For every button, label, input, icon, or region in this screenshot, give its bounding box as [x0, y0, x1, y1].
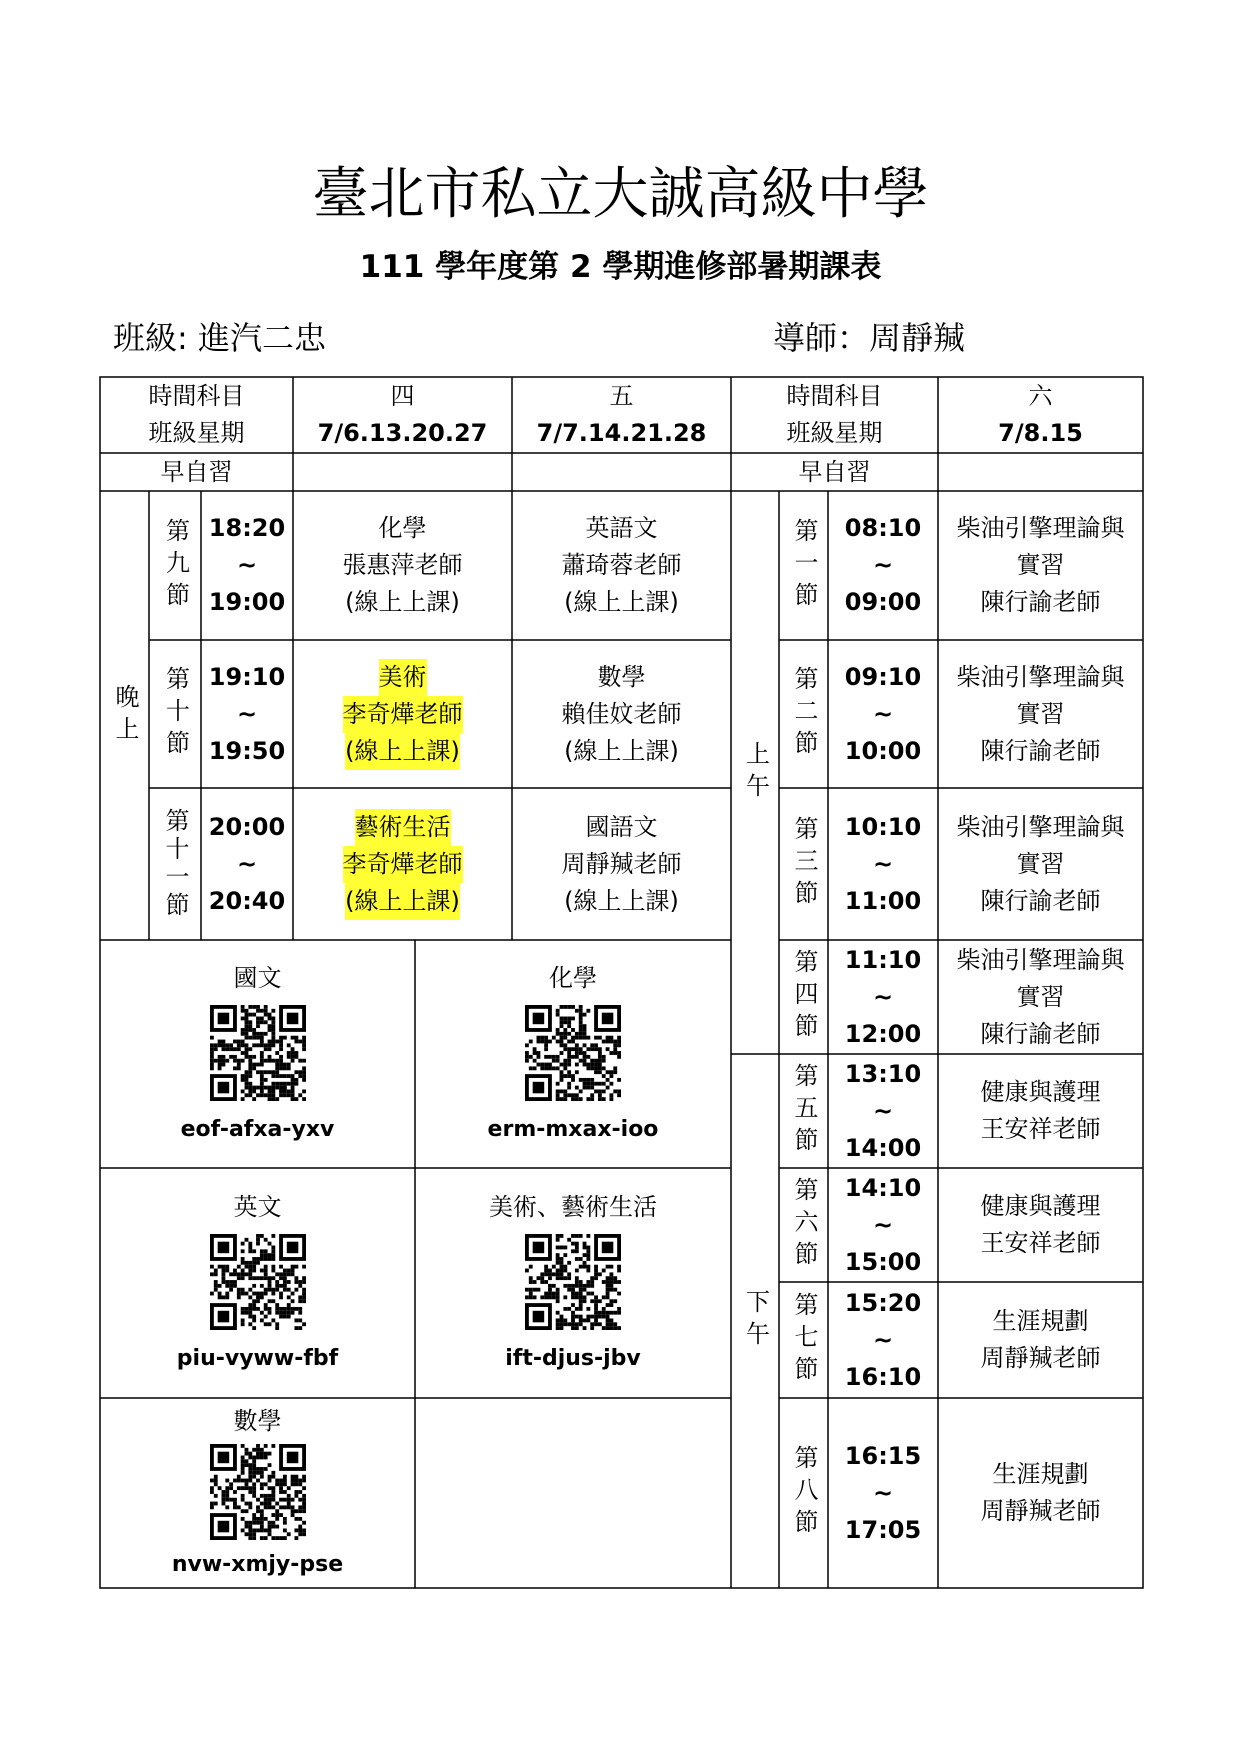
header-friday-day: 五 [609, 382, 634, 410]
header-corner-right-line1: 時間科目 [786, 382, 883, 410]
period-name-text: 第十節 [161, 666, 190, 762]
evening-label-text: 晚上 [111, 683, 139, 748]
friday-period-10 [512, 640, 731, 788]
sat-period-name [779, 1282, 828, 1398]
period-start: 19:10 [208, 662, 286, 691]
course-line: 健康與護理 [980, 1192, 1101, 1220]
sat-period-name-text: 第四節 [790, 949, 818, 1045]
period-sep: ~ [872, 982, 894, 1011]
course-line: 生涯規劃 [992, 1307, 1089, 1335]
meet-code-art [415, 1168, 731, 1398]
period-sep: ~ [872, 1210, 894, 1239]
course-subject: 國語文 [585, 812, 658, 841]
period-sep: ~ [236, 849, 258, 878]
period-start: 08:10 [844, 514, 922, 542]
sat-period-time [828, 940, 938, 1054]
morning-study-left: 早自習 [160, 457, 233, 486]
header-thursday [293, 377, 512, 453]
sat-period-name [779, 1054, 828, 1168]
saturday-period-7 [938, 1282, 1143, 1398]
page-title: 臺北市私立大誠高級中學 [312, 162, 929, 227]
sat-period-name-text: 第七節 [790, 1292, 818, 1388]
period-name [149, 640, 201, 788]
period-name [149, 788, 201, 940]
course-line: 柴油引擎理論與 [956, 514, 1125, 542]
meet-code-text: ift-djus-jbv [505, 1346, 641, 1371]
course-line: 周靜羬老師 [980, 1497, 1101, 1525]
period-end: 15:00 [844, 1247, 922, 1276]
saturday-period-3 [938, 788, 1143, 940]
course-line: 實習 [1016, 551, 1065, 579]
period-time [201, 640, 293, 788]
period-name-text: 第九節 [161, 517, 190, 614]
period-name [149, 491, 201, 640]
course-teacher: 周靜羬老師 [561, 849, 682, 878]
period-end: 19:00 [208, 588, 286, 616]
mentor-label: 導師：周靜羬 [773, 319, 966, 357]
header-corner-left-line2: 班級星期 [148, 419, 245, 447]
sat-period-time [828, 640, 938, 788]
course-note: (線上上課) [564, 736, 679, 765]
period-start: 16:15 [844, 1441, 922, 1470]
sat-period-name-text: 第三節 [790, 816, 818, 912]
period-sep: ~ [872, 1478, 894, 1507]
saturday-period-6 [938, 1168, 1143, 1282]
period-sep: ~ [872, 699, 894, 728]
period-end: 20:40 [208, 886, 286, 915]
meet-code-label: 英文 [233, 1193, 282, 1221]
period-start: 15:20 [844, 1288, 922, 1317]
thursday-period-10 [293, 640, 512, 788]
course-note: (線上上課) [564, 588, 679, 616]
course-line: 柴油引擎理論與 [956, 812, 1125, 841]
period-name-text: 第十一節 [161, 808, 189, 920]
meet-code-english [100, 1168, 415, 1398]
period-end: 10:00 [844, 736, 922, 765]
course-note: (線上上課) [345, 588, 460, 616]
period-sep: ~ [872, 551, 894, 579]
period-start: 10:10 [844, 812, 922, 841]
period-end: 09:00 [844, 588, 922, 616]
course-line: 陳行諭老師 [980, 588, 1101, 616]
saturday-period-4 [938, 940, 1143, 1054]
sat-period-name [779, 1168, 828, 1282]
sat-period-name [779, 788, 828, 940]
course-line: 周靜羬老師 [980, 1344, 1101, 1372]
header-saturday-day: 六 [1028, 382, 1053, 410]
period-start: 20:00 [208, 812, 286, 841]
period-end: 11:00 [844, 886, 922, 915]
friday-period-9 [512, 491, 731, 640]
course-teacher: 賴佳妏老師 [561, 699, 682, 728]
meet-code-chinese [100, 940, 415, 1168]
course-line: 陳行諭老師 [980, 886, 1101, 915]
qr-code-icon[interactable] [525, 1005, 621, 1101]
header-friday [512, 377, 731, 453]
thursday-period-11 [293, 788, 512, 940]
period-sep: ~ [236, 699, 258, 728]
period-end: 17:05 [844, 1515, 922, 1544]
period-time [201, 788, 293, 940]
qr-code-icon[interactable] [210, 1005, 306, 1101]
pm-label-text: 下午 [741, 1289, 770, 1353]
course-note: (線上上課) [564, 886, 679, 915]
sat-period-time [828, 1168, 938, 1282]
course-line: 實習 [1016, 849, 1065, 878]
sat-period-time [828, 1054, 938, 1168]
sat-period-name-text: 第五節 [790, 1063, 818, 1159]
meet-code-text: eof-afxa-yxv [180, 1117, 335, 1142]
period-end: 14:00 [844, 1133, 922, 1162]
header-saturday [938, 377, 1143, 453]
course-subject: 美術 [379, 659, 427, 696]
period-sep: ~ [872, 1325, 894, 1354]
meet-code-text: erm-mxax-ioo [487, 1117, 659, 1142]
pm-label [731, 1054, 779, 1588]
header-corner-right [731, 377, 938, 453]
course-line: 實習 [1016, 699, 1065, 728]
period-end: 12:00 [844, 1019, 922, 1048]
course-note: (線上上課) [345, 733, 460, 770]
saturday-period-2 [938, 640, 1143, 788]
course-teacher: 蕭琦蓉老師 [561, 551, 682, 579]
course-line: 健康與護理 [980, 1078, 1101, 1106]
sat-period-name-text: 第二節 [790, 666, 818, 762]
period-start: 09:10 [844, 662, 922, 691]
sat-period-name-text: 第一節 [790, 517, 818, 614]
period-end: 16:10 [844, 1362, 922, 1391]
saturday-period-5 [938, 1054, 1143, 1168]
meet-code-label: 化學 [549, 964, 597, 992]
qr-code-icon[interactable] [210, 1234, 306, 1330]
saturday-period-8 [938, 1398, 1143, 1588]
meet-code-text: piu-vyww-fbf [176, 1346, 339, 1371]
sat-period-name [779, 491, 828, 640]
course-subject: 數學 [597, 662, 646, 691]
class-label: 班級: 進汽二忠 [113, 319, 326, 357]
thursday-period-9 [293, 491, 512, 640]
period-sep: ~ [872, 849, 894, 878]
sat-period-time [828, 1398, 938, 1588]
sat-period-name [779, 640, 828, 788]
course-teacher: 張惠萍老師 [342, 551, 463, 579]
header-thursday-day: 四 [390, 382, 415, 410]
course-subject: 化學 [378, 514, 427, 542]
course-teacher: 李奇燁老師 [343, 696, 463, 733]
am-label-text: 上午 [741, 740, 770, 805]
morning-study-right: 早自習 [798, 457, 871, 486]
qr-code-icon[interactable] [210, 1444, 306, 1540]
course-teacher: 李奇燁老師 [343, 846, 463, 883]
saturday-period-1 [938, 491, 1143, 640]
course-line: 實習 [1016, 982, 1065, 1011]
course-line: 柴油引擎理論與 [956, 662, 1125, 691]
header-corner-left-line1: 時間科目 [148, 382, 245, 410]
sat-period-time [828, 788, 938, 940]
course-line: 生涯規劃 [992, 1460, 1089, 1488]
period-start: 13:10 [844, 1059, 922, 1088]
qr-code-icon[interactable] [525, 1234, 621, 1330]
course-line: 柴油引擎理論與 [956, 945, 1125, 974]
header-friday-dates: 7/7.14.21.28 [536, 419, 707, 447]
sat-period-name [779, 940, 828, 1054]
course-line: 陳行諭老師 [980, 736, 1101, 765]
period-start: 14:10 [844, 1173, 922, 1202]
header-corner-left [100, 377, 293, 453]
meet-code-text: nvw-xmjy-pse [171, 1552, 344, 1577]
friday-period-11 [512, 788, 731, 940]
period-end: 19:50 [208, 736, 286, 765]
meet-code-label: 國文 [233, 964, 282, 992]
evening-label [100, 491, 149, 940]
course-line: 陳行諭老師 [980, 1019, 1101, 1048]
course-subject: 藝術生活 [355, 809, 451, 846]
course-subject: 英語文 [585, 514, 658, 542]
header-thursday-dates: 7/6.13.20.27 [317, 419, 488, 447]
course-line: 王安祥老師 [980, 1229, 1101, 1257]
header-corner-right-line2: 班級星期 [786, 419, 883, 447]
sat-period-name-text: 第六節 [790, 1177, 818, 1273]
period-time [201, 491, 293, 640]
meet-code-label: 數學 [233, 1407, 282, 1435]
course-line: 王安祥老師 [980, 1115, 1101, 1143]
sat-period-time [828, 1282, 938, 1398]
sat-period-time [828, 491, 938, 640]
schedule-subtitle: 111 學年度第 2 學期進修部暑期課表 [359, 249, 882, 285]
period-sep: ~ [236, 551, 258, 579]
meet-code-math [100, 1398, 415, 1588]
sat-period-name-text: 第八節 [790, 1445, 818, 1541]
sat-period-name [779, 1398, 828, 1588]
am-label [731, 491, 779, 1054]
meet-code-label: 美術、藝術生活 [489, 1193, 657, 1221]
period-start: 11:10 [844, 945, 922, 974]
course-note: (線上上課) [345, 883, 460, 920]
period-start: 18:20 [208, 514, 286, 542]
meet-code-chemistry [415, 940, 731, 1168]
header-saturday-dates: 7/8.15 [998, 419, 1083, 447]
period-sep: ~ [872, 1096, 894, 1125]
